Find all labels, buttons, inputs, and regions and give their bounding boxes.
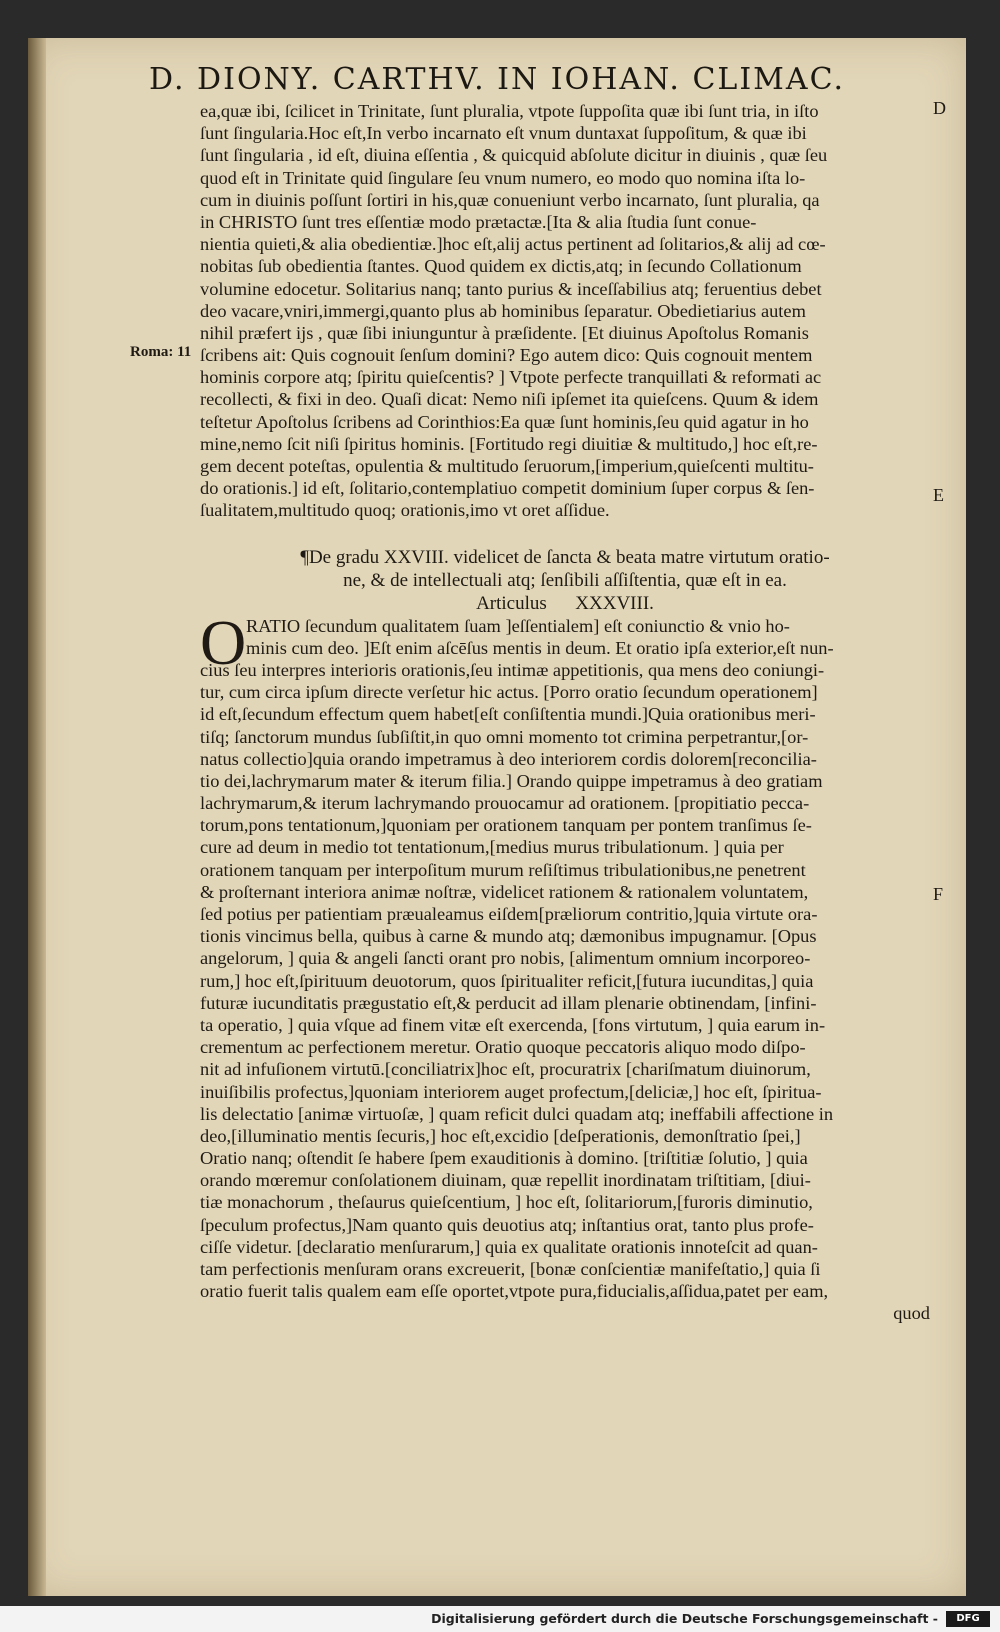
running-head: D. DIONY. CARTHV. IN IOHAN. CLIMAC. bbox=[148, 62, 845, 97]
chapter-heading-line-1: ¶De gradu XXVIII. videlicet de ſancta & beata matre virtutum oratio- bbox=[300, 546, 830, 568]
text-line: ſpeculum profectus,]Nam quanto quis deuotius atq; inſtantius orat, tanto plus profe- bbox=[200, 1214, 814, 1235]
text-line: ciſſe videtur. [declaratio menſurarum,] quia ex qualitate orationis innoteſcit ad quan- bbox=[200, 1236, 818, 1257]
text-line: oratio fuerit talis qualem eam eſſe oportet,vtpote pura,fiducialis,aſſidua,patet per eam, bbox=[200, 1281, 829, 1302]
text-line: nobitas ſub obedientia ſtantes. Quod quidem ex dictis,atq; in ſecundo Collationum bbox=[200, 256, 802, 277]
text-line: id eſt,ſecundum effectum quem habet[eſt conſiſtentia mundi.]Quia orationibus meri- bbox=[200, 704, 816, 725]
text-line: ſcribens ait: Quis cognouit ſenſum domini? Ego autem dico: Quis cognouit mentem bbox=[200, 345, 813, 366]
text-line: ta operatio, ] quia vſque ad finem vitæ eſt exercenda, [fons virtutum, ] quia earum in- bbox=[200, 1014, 826, 1035]
text-line: futuræ iucunditatis prægustatio eſt,& perducit ad illam plenarie obtinendam, [infini- bbox=[200, 992, 817, 1013]
text-line: tur, cum circa ipſum directe verſetur hic actus. [Porro oratio ſecundum operationem] bbox=[200, 682, 818, 703]
text-line: rum,] hoc eſt,ſpirituum deuotorum, quos ſpiritualiter reficit,[futura iucunditas,] quia bbox=[200, 970, 814, 991]
text-line: cum in diuinis poſſunt ſortiri in his,quæ conueniunt verbo incarnato, ſunt pluralia, qa bbox=[200, 189, 820, 210]
text-line: ſunt ſingularia.Hoc eſt,In verbo incarnato eſt vnum duntaxat ſuppoſitum, & quæ ibi bbox=[200, 123, 807, 144]
text-line: mine,nemo ſcit niſi ſpiritus hominis. [Fortitudo regi diuitiæ & multitudo,] hoc eſt,re- bbox=[200, 433, 818, 454]
text-line: quod eſt in Trinitate quid ſingulare ſeu vnum numero, eo modo quo nomina iſta lo- bbox=[200, 167, 806, 188]
text-line: nit ad infuſionem virtutū.[conciliatrix]hoc eſt, procuratrix [chariſmatum diuinorum, bbox=[200, 1059, 811, 1080]
text-line: RATIO ſecundum qualitatem ſuam ]eſſentialem] eſt coniunctio & vnio ho- bbox=[246, 615, 790, 636]
text-line: tio dei,lachrymarum mater & iterum filia.] Orando quippe impetramus à deo gratiam bbox=[200, 770, 823, 791]
text-line: tiſq; ſanctorum mundus ſubſiſtit,in quo omni momento tot crimina perpetrantur,[or- bbox=[200, 726, 809, 747]
text-line: gem decent poteſtas, opulentia & multitudo ſeruorum,[imperium,quieſcenti multitu- bbox=[200, 456, 814, 476]
text-line: tionis vincimus bella, quibus à carne & mundo atq; dæmonibus impugnamur. [Opus bbox=[200, 926, 817, 947]
margin-letter-f: F bbox=[933, 884, 944, 904]
text-line: hominis corpore atq; ſpiritu quieſcentis? ] Vtpote perfecte tranquillati & reformati ac bbox=[200, 367, 822, 388]
text-line: do orationis.] id eſt, ſolitario,contemplatiuo competit dominium ſuper corpus & ſen- bbox=[200, 478, 815, 499]
margin-letter-e: E bbox=[933, 485, 944, 505]
text-line: deo vacare,vniri,immergi,quanto plus ab hominibus ſeparatur. Obedietiarius autem bbox=[200, 300, 806, 321]
text-line: & proſternant interiora animæ noſtræ, videlicet rationem & rationalem voluntatem, bbox=[200, 881, 809, 902]
article-number: Articulus XXXVIII. bbox=[476, 592, 654, 614]
text-line: nientia quieti,& alia obedientiæ.]hoc eſt,alij actus pertinent ad ſolitarios,& alij ad cœ- bbox=[200, 234, 826, 255]
text-line: cius ſeu interpres interioris orationis,ſeu intimæ appetitionis, qua mens deo coniungi- bbox=[200, 659, 825, 680]
text-line: tam perfectionis menſuram orans excreuerit, [bonæ conſcientiæ manifeſtatio,] quia ſi bbox=[200, 1259, 821, 1279]
text-line: lis delectatio [animæ virtuoſæ, ] quam reficit dulci quadam atq; ineffabili affectione in bbox=[200, 1103, 834, 1124]
footer-bar bbox=[0, 1606, 1000, 1632]
text-line: teſtetur Apoſtolus ſcribens ad Corinthios:Ea quæ ſunt hominis,ſeu quid agatur in ho bbox=[200, 411, 809, 432]
dropcap-letter: O bbox=[200, 606, 247, 678]
text-line: ſualitatem,multitudo quoq; orationis,imo vt oret aſſidue. bbox=[200, 500, 610, 521]
text-line: inuiſibilis profectus,]quoniam interiorem auget profectum,[deliciæ,] hoc eſt, ſpiritua- bbox=[200, 1081, 822, 1102]
text-line: tiæ monachorum , theſaurus quieſcentium, ] hoc eſt, ſolitariorum,[furoris diminutio, bbox=[200, 1192, 813, 1213]
margin-note-roma: Roma: 11 bbox=[130, 344, 192, 360]
text-line: minis cum deo. ]Eſt enim aſcēſus mentis in deum. Et oratio ipſa exterior,eſt nun- bbox=[246, 637, 834, 658]
text-line: ea,quæ ibi, ſcilicet in Trinitate, ſunt pluralia, vtpote ſuppoſita quæ ibi ſunt tria, in iſto bbox=[200, 101, 819, 121]
text-line: angelorum, ] quia & angeli ſancti orant pro nobis, [alimentum omnium incorporeo- bbox=[200, 948, 811, 969]
text-line: orationem tanquam per interpoſitum murum reſiſtimus tribulationibus,ne penetrent bbox=[200, 859, 806, 880]
text-line: nihil præfert ijs , quæ ſibi iniunguntur à præſidente. [Et diuinus Apoſtolus Romanis bbox=[200, 322, 809, 343]
text-line: natus collectio]quia orando impetramus à deo interiorem cordis dolorem[reconcilia- bbox=[200, 748, 817, 769]
text-line: ſunt ſingularia , id eſt, diuina eſſentia , & quicquid abſolute dicitur in diuinis , quæ ſeu bbox=[200, 145, 828, 166]
catchword: quod bbox=[893, 1303, 930, 1324]
main-text bbox=[200, 100, 930, 1325]
dfg-logo: DFG bbox=[946, 1611, 990, 1627]
text-line: orando mœremur conſolationem diuinam, quæ repellit inordinatam triſtitiam, [diui- bbox=[200, 1170, 811, 1191]
text-line: cure ad deum in medio tot tentationum,[medius murus tribulationum. ] quia per bbox=[200, 837, 784, 858]
chapter-heading-line-2: ne, & de intellectuali atq; ſenſibili aſſiſtentia, quæ eſt in ea. bbox=[343, 569, 787, 591]
text-line: recollecti, & fixi in deo. Quaſi dicat: Nemo niſi ipſemet ita quieſcens. Quum & idem bbox=[200, 389, 819, 410]
text-line: in CHRISTO ſunt tres eſſentiæ modo prætactæ.[Ita & alia ſtudia ſunt conue- bbox=[200, 211, 757, 232]
footer-credit: Digitalisierung gefördert durch die Deutsche Forschungsgemeinschaft - bbox=[431, 1611, 938, 1626]
margin-letter-d: D bbox=[933, 98, 946, 118]
text-line: lachrymarum,& iterum lachrymando prouocamur ad orationem. [propitiatio pecca- bbox=[200, 793, 810, 814]
text-line: ſed potius per patientiam præualeamus eiſdem[præliorum contritio,]quia virtute ora- bbox=[200, 904, 818, 924]
text-line: deo,[illuminatio mentis ſecuris,] hoc eſt,excidio [deſperationis, demonſtratio ſpei,] bbox=[200, 1125, 801, 1146]
text-line: volumine edocetur. Solitarius nanq; tanto purius & inceſſabilius atq; feruentius debet bbox=[200, 278, 822, 299]
text-line: Oratio nanq; oſtendit ſe habere ſpem exauditionis à domino. [triſtitiæ ſolutio, ] quia bbox=[200, 1148, 808, 1169]
book-spine-shadow bbox=[28, 38, 46, 1596]
text-line: crementum ac perfectionem meretur. Oratio quoque peccatoris aliquo modo diſpo- bbox=[200, 1037, 806, 1058]
text-section-2 bbox=[200, 659, 930, 1302]
text-section-1 bbox=[200, 100, 930, 522]
book-page bbox=[28, 38, 966, 1596]
text-line: torum,pons tentationum,]quoniam per orationem tanquam per pontem tranſimus ſe- bbox=[200, 815, 812, 836]
